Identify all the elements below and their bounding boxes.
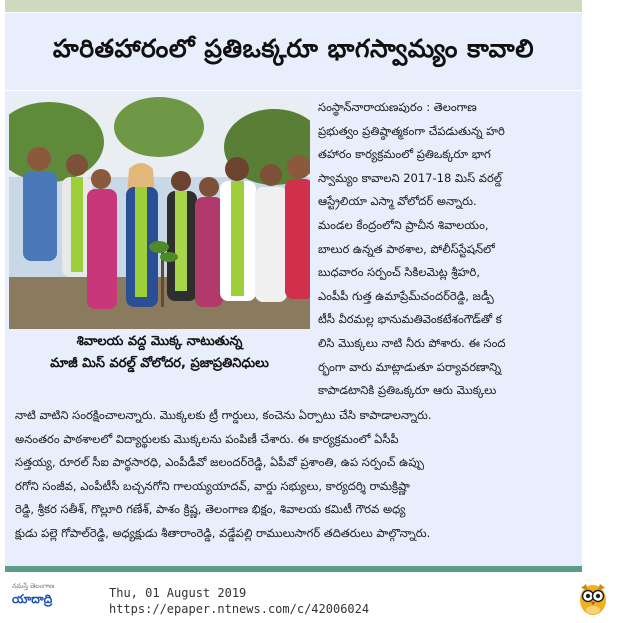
top-strip [5,0,582,12]
text-line: నాటి వాటిని సంరక్షించాలన్నారు. మొక్కలకు ట్రీ గార్డులు, కంచెను ఏర్పాటు చేసి కాపాడాలన్నారు. [15,408,432,422]
text-line: ర్భంగా వారు మాట్లాడుతూ పర్యావరణాన్ని [318,359,502,374]
logo-edition-text: యాదాద్రి [12,592,53,606]
caption-line-1: శివాలయ వద్ద మొక్క నాటుతున్న [76,334,243,349]
logo-small-text: నమస్తే తెలంగాణ [12,582,55,590]
epaper-footer [0,572,617,623]
newspaper-logo [12,582,86,614]
publication-date: Thu, 01 August 2019 [109,586,247,600]
text-line: ప్రభుత్వం ప్రతిష్ఠాత్మకంగా చేపడుతున్న హరి [318,123,505,138]
text-line: కాపాడటానికి ప్రతిఒక్కరూ ఆరు మొక్కలు [318,383,497,398]
text-line: బాలుర ఉన్నత పాఠశాల, పోలీస్‌స్టేషన్‌లో [318,241,495,256]
text-line: రెడ్డి, శ్రీకర సతీశ్, గొల్లూరి గణేశ్, పాశం క్రిష్ణ, తెలంగాణ భిక్షం, శివాలయ కమిటీ గౌరవ అధ్య [15,502,406,517]
text-line: సంస్థాన్‌నారాయణపురం : తెలంగాణ [318,100,477,114]
text-line: లిసి మొక్కలు నాటి నీరు పోశారు. ఈ సంద [318,335,506,350]
text-line: స్వామ్యం కావాలని 2017-18 మిస్ వరల్డ్ [318,170,502,185]
article-full-width-text [15,404,577,546]
owl-icon [578,580,608,616]
text-line: ఆస్ట్రేలియా ఎస్మా వోలోదర్ అన్నారు. [318,194,477,209]
text-line: మండల కేంద్రంలోని ప్రాచీన శివాలయం, [318,217,489,232]
photo-caption [9,331,310,379]
text-line: అనంతరం పాఠశాలలో విద్యార్థులకు మొక్కలను పంపిణీ చేశారు. ఈ కార్యక్రమంలో ఏసీపీ [15,431,399,446]
headline-band [5,13,582,90]
text-line: సత్తయ్య, రూరల్ సీఐ పార్థసారధి, ఎంపీడీవో జలందర్‌రెడ్డి, ఏపీవో ప్రశాంతి, ఉప సర్పంచ్ ఉప్పు [15,455,424,470]
article-column-text [318,96,578,403]
text-line: క్షుడు పల్లె గోపాల్‌రెడ్డి, అధ్యక్షుడు శీతారాంరెడ్డి, వడ్డేపల్లి రాములుసాగర్ తదితరులు పాల్గొన్నారు. [15,525,431,540]
photo-illustration [9,97,310,329]
text-line: తహారం కార్యక్రమంలో ప్రతిఒక్కరూ భాగ [318,147,491,162]
caption-line-2: మాజీ మిస్ వరల్డ్ వోలోదర, ప్రజాప్రతినిధులు [50,356,269,371]
headline: హరితహారంలో ప్రతిఒక్కరూ భాగస్వామ్యం కావాలి [52,33,535,63]
text-line: బుధవారం సర్పంచ్ సికిలమెట్ల శ్రీహరి, [318,265,480,280]
text-line: టీసీ వీరమల్ల భానుమతివెంకటేశంగౌడ్‌తో క [318,312,502,327]
epaper-url[interactable]: https://epaper.ntnews.com/c/42006024 [109,602,370,616]
article-photo [9,97,310,329]
text-line: రగోని సంజీవ, ఎంపీటీసీ బచ్చనగోని గాలయ్యయాదవ్, వార్డు సభ్యులు, కార్యదర్శి రామక్రిష్ణా [15,478,410,493]
text-line: ఎంపీపీ గుత్త ఉమాప్రేమ్‌చందర్‌రెడ్డి, జడ్పీ [318,288,494,303]
